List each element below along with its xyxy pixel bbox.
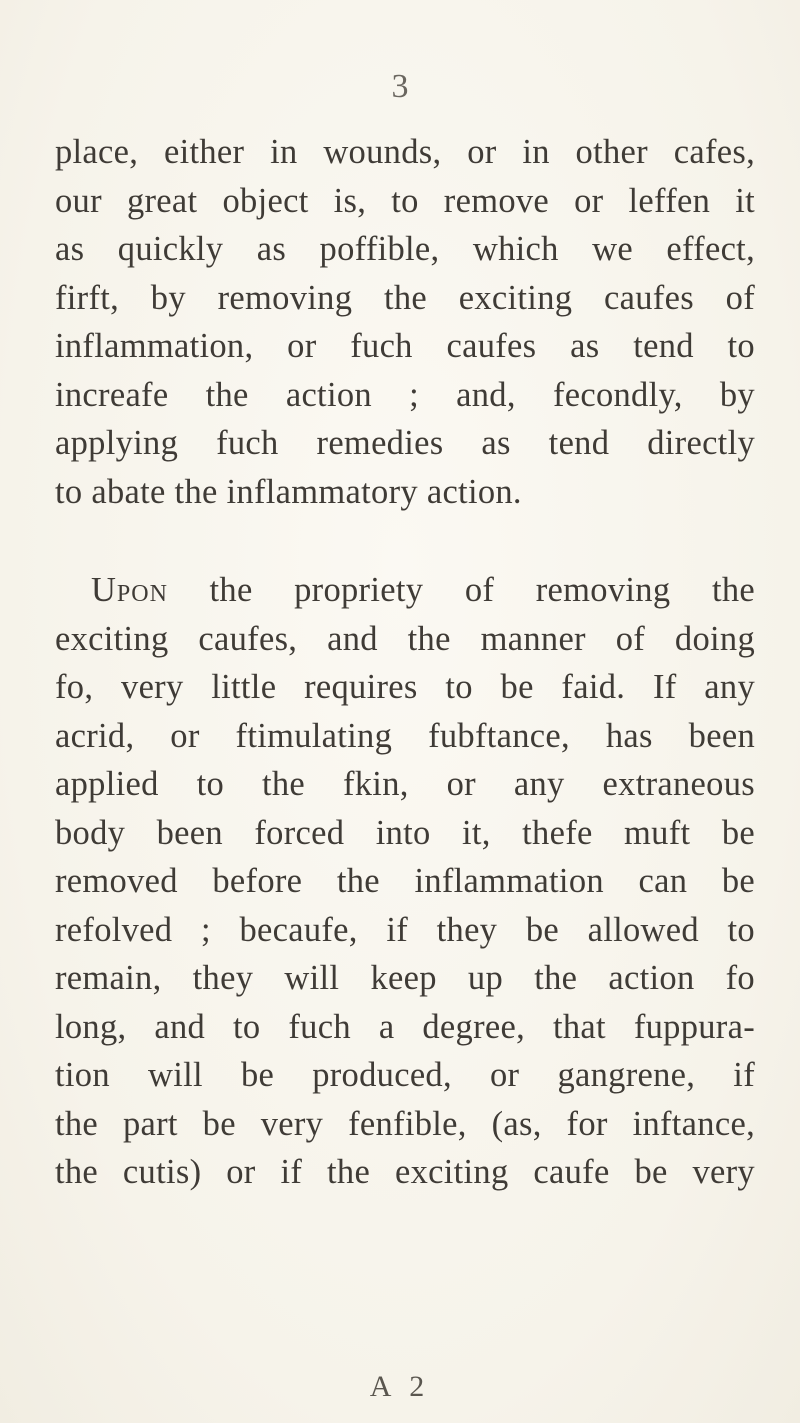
text-line: firft, by removing the exciting caufes of xyxy=(55,278,755,317)
text-line: removed before the inflammation can be xyxy=(55,862,755,900)
text-line-first xyxy=(55,566,755,615)
text-line: body been forced into it, thefe muft be xyxy=(55,813,755,852)
text-line: long, and to fuch a degree, that fuppura- xyxy=(55,1007,755,1046)
text-line: exciting caufes, and the manner of doing xyxy=(55,619,755,658)
lead-word: Upon xyxy=(91,571,168,609)
paragraph-1 xyxy=(55,128,755,516)
text-line: our great object is, to remove or leffen it xyxy=(55,181,755,220)
signature-mark: A 2 xyxy=(369,1370,431,1403)
text-line: applying fuch remedies as tend directly xyxy=(55,424,755,462)
text-line: the cutis) or if the exciting caufe be very xyxy=(55,1153,755,1191)
page-number: 3 xyxy=(391,68,409,105)
text-line: tion will be produced, or gangrene, if xyxy=(55,1056,755,1094)
paragraph-2 xyxy=(55,566,755,1197)
text-line: acrid, or ftimulating fubftance, has been xyxy=(55,716,755,755)
text-line: place, either in wounds, or in other cafes, xyxy=(55,133,755,171)
text-line: refolved ; becaufe, if they be allowed to xyxy=(55,910,755,949)
text-line: inflammation, or fuch caufes as tend to xyxy=(55,327,755,365)
text-line: as quickly as poffible, which we effect, xyxy=(55,230,755,268)
text-line: the part be very fenfible, (as, for inftance, xyxy=(55,1104,755,1143)
text-line: fo, very little requires to be faid. If any xyxy=(55,668,755,706)
text-line: remain, they will keep up the action fo xyxy=(55,959,755,997)
text-line: increafe the action ; and, fecondly, by xyxy=(55,375,755,414)
text-line: to abate the inflammatory action. xyxy=(55,472,522,511)
text-line: applied to the fkin, or any extraneous xyxy=(55,765,755,803)
lead-rest: the propriety of removing the xyxy=(167,571,755,609)
